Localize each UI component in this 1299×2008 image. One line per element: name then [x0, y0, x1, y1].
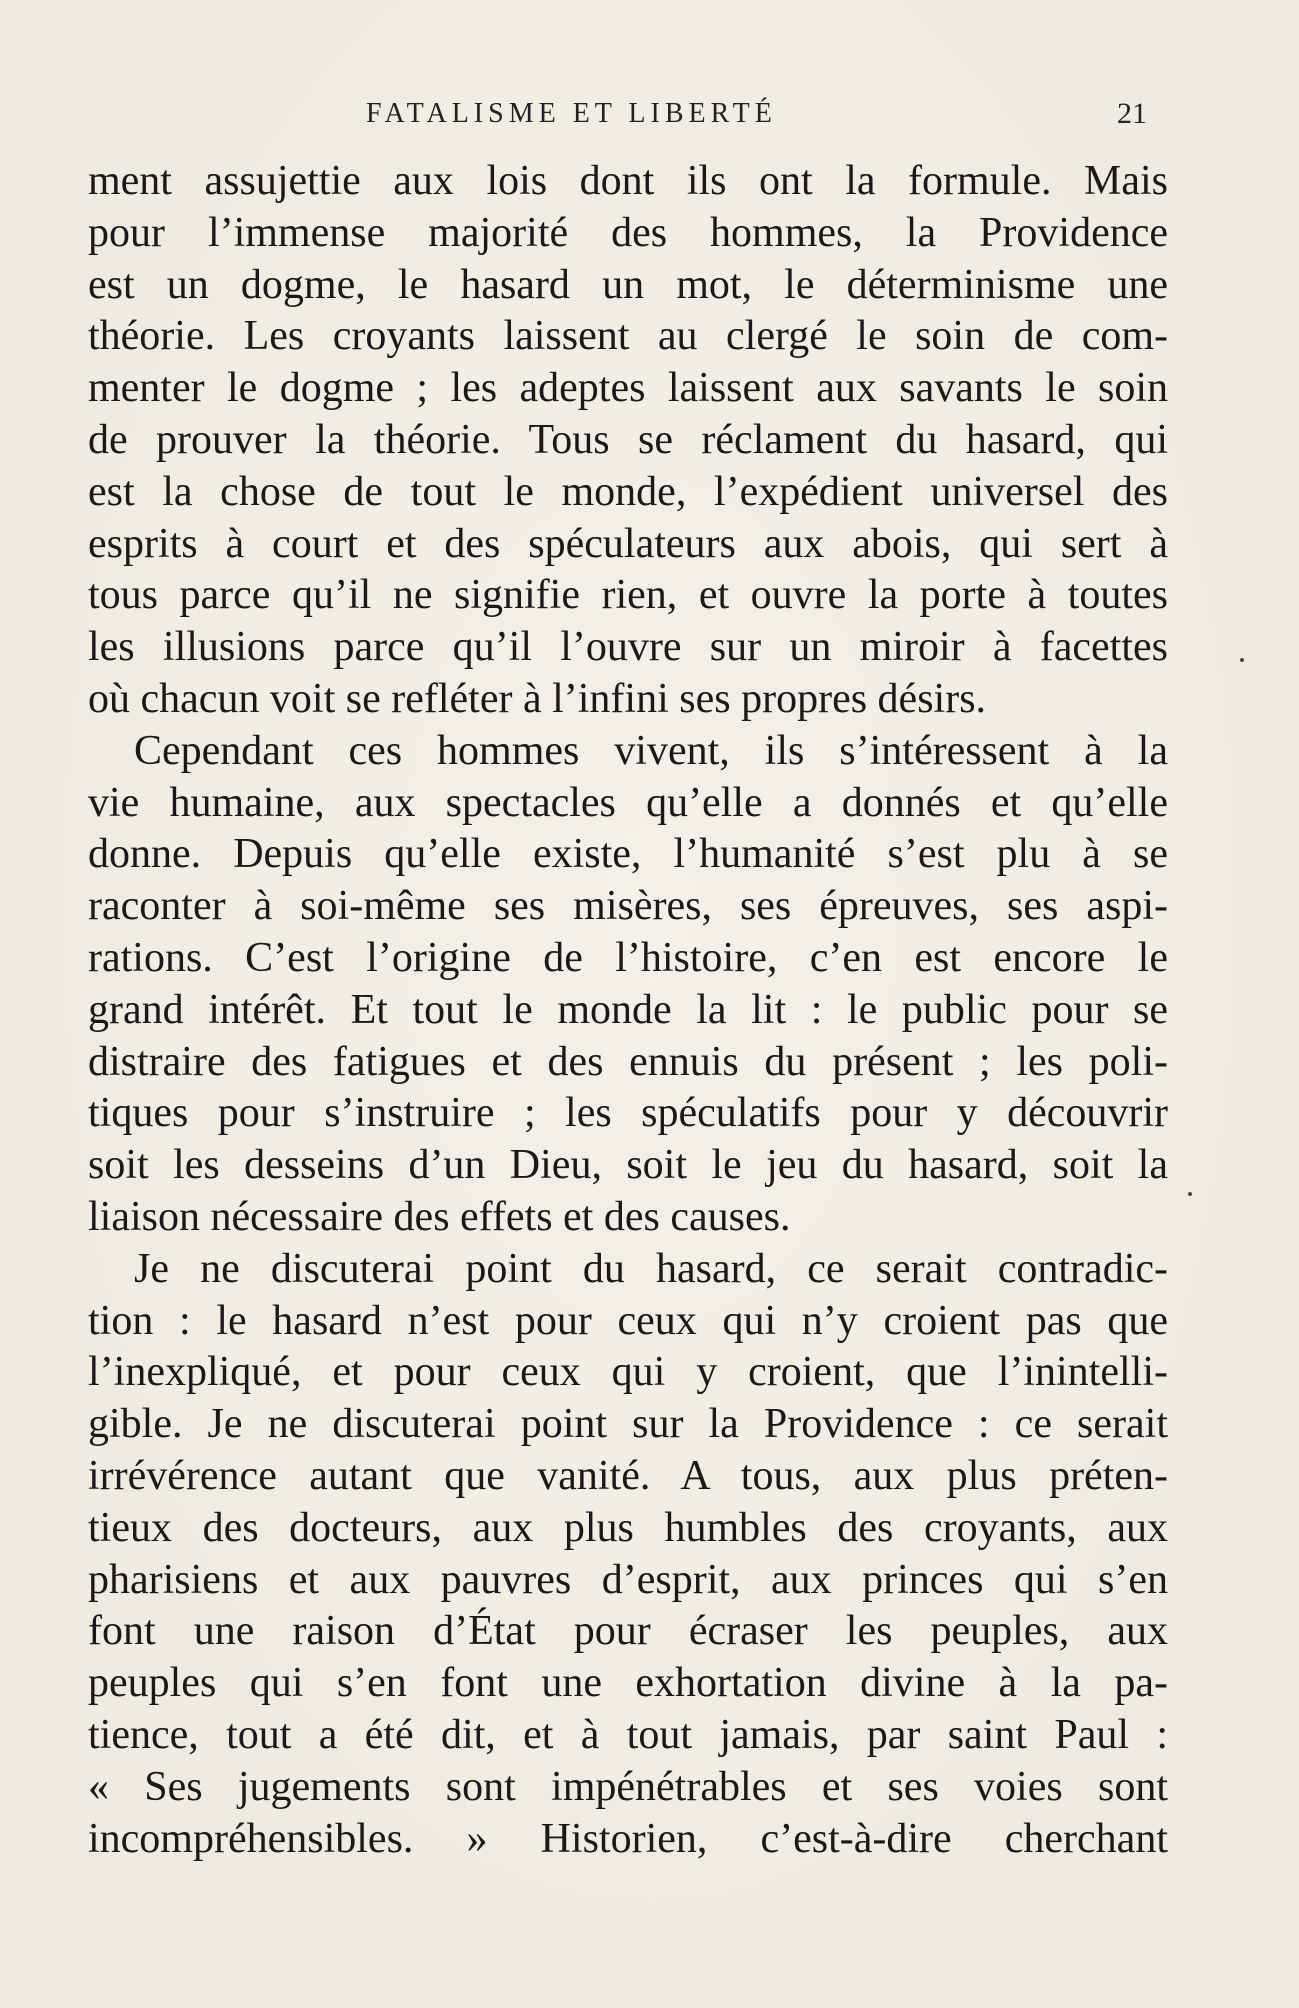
paper-speck	[1188, 1192, 1192, 1196]
text-line: « Ses jugements sont impénétrables et ses voies sont	[88, 1763, 1168, 1810]
running-head	[0, 96, 1299, 136]
text-line: peuples qui s’en font une exhortation divine à la pa-	[88, 1660, 1168, 1707]
text-line: gible. Je ne discuterai point sur la Providence : ce serait	[88, 1401, 1168, 1448]
body-text	[88, 156, 1168, 1896]
text-line: théorie. Les croyants laissent au clergé le soin de com-	[88, 313, 1168, 360]
text-line: ment assujettie aux lois dont ils ont la formule. Mais	[88, 158, 1168, 204]
text-line: irrévérence autant que vanité. A tous, aux plus préten-	[88, 1452, 1168, 1499]
text-line: grand intérêt. Et tout le monde la lit : le public pour se	[88, 986, 1168, 1033]
text-line: l’inexpliqué, et pour ceux qui y croient, que l’inintelli-	[88, 1349, 1168, 1396]
text-line: raconter à soi-même ses misères, ses épreuves, ses aspi-	[88, 883, 1168, 930]
text-line: pharisiens et aux pauvres d’esprit, aux princes qui s’en	[88, 1556, 1168, 1603]
text-line: liaison nécessaire des effets et des causes.	[88, 1193, 791, 1240]
text-line: où chacun voit se refléter à l’infini ses propres désirs.	[88, 675, 987, 722]
text-line: tience, tout a été dit, et à tout jamais, par saint Paul :	[88, 1711, 1168, 1758]
paper-speck	[1240, 658, 1244, 662]
text-line: font une raison d’État pour écraser les peuples, aux	[88, 1608, 1168, 1655]
text-line: soit les desseins d’un Dieu, soit le jeu du hasard, soit la	[88, 1142, 1168, 1189]
text-line: est la chose de tout le monde, l’expédient universel des	[88, 468, 1168, 515]
text-line: tieux des docteurs, aux plus humbles des croyants, aux	[88, 1504, 1168, 1551]
text-line: vie humaine, aux spectacles qu’elle a donnés et qu’elle	[88, 779, 1168, 826]
text-line: donne. Depuis qu’elle existe, l’humanité s’est plu à se	[88, 831, 1168, 878]
paragraph-first-line: Cependant ces hommes vivent, ils s’intéressent à la	[134, 727, 1168, 774]
text-line: esprits à court et des spéculateurs aux abois, qui sert à	[88, 520, 1168, 567]
text-line: les illusions parce qu’il l’ouvre sur un miroir à facettes	[88, 624, 1168, 671]
text-line: de prouver la théorie. Tous se réclament du hasard, qui	[88, 416, 1168, 463]
text-line: tous parce qu’il ne signifie rien, et ouvre la porte à toutes	[88, 572, 1168, 619]
text-line: tion : le hasard n’est pour ceux qui n’y croient pas que	[88, 1297, 1168, 1344]
text-line: est un dogme, le hasard un mot, le déterminisme une	[88, 261, 1168, 308]
paragraph-first-line: Je ne discuterai point du hasard, ce serait contradic-	[134, 1245, 1168, 1292]
text-line: rations. C’est l’origine de l’histoire, c’en est encore le	[88, 934, 1168, 981]
text-line: distraire des fatigues et des ennuis du présent ; les poli-	[88, 1038, 1168, 1085]
text-line: pour l’immense majorité des hommes, la Providence	[88, 209, 1168, 256]
text-line: tiques pour s’instruire ; les spéculatifs pour y découvrir	[88, 1090, 1168, 1137]
running-head-title: FATALISME ET LIBERTÉ	[366, 98, 777, 129]
page-number: 21	[1117, 97, 1147, 130]
text-line: menter le dogme ; les adeptes laissent aux savants le soin	[88, 365, 1168, 412]
text-line: incompréhensibles. » Historien, c’est-à-dire cherchant	[88, 1815, 1168, 1862]
